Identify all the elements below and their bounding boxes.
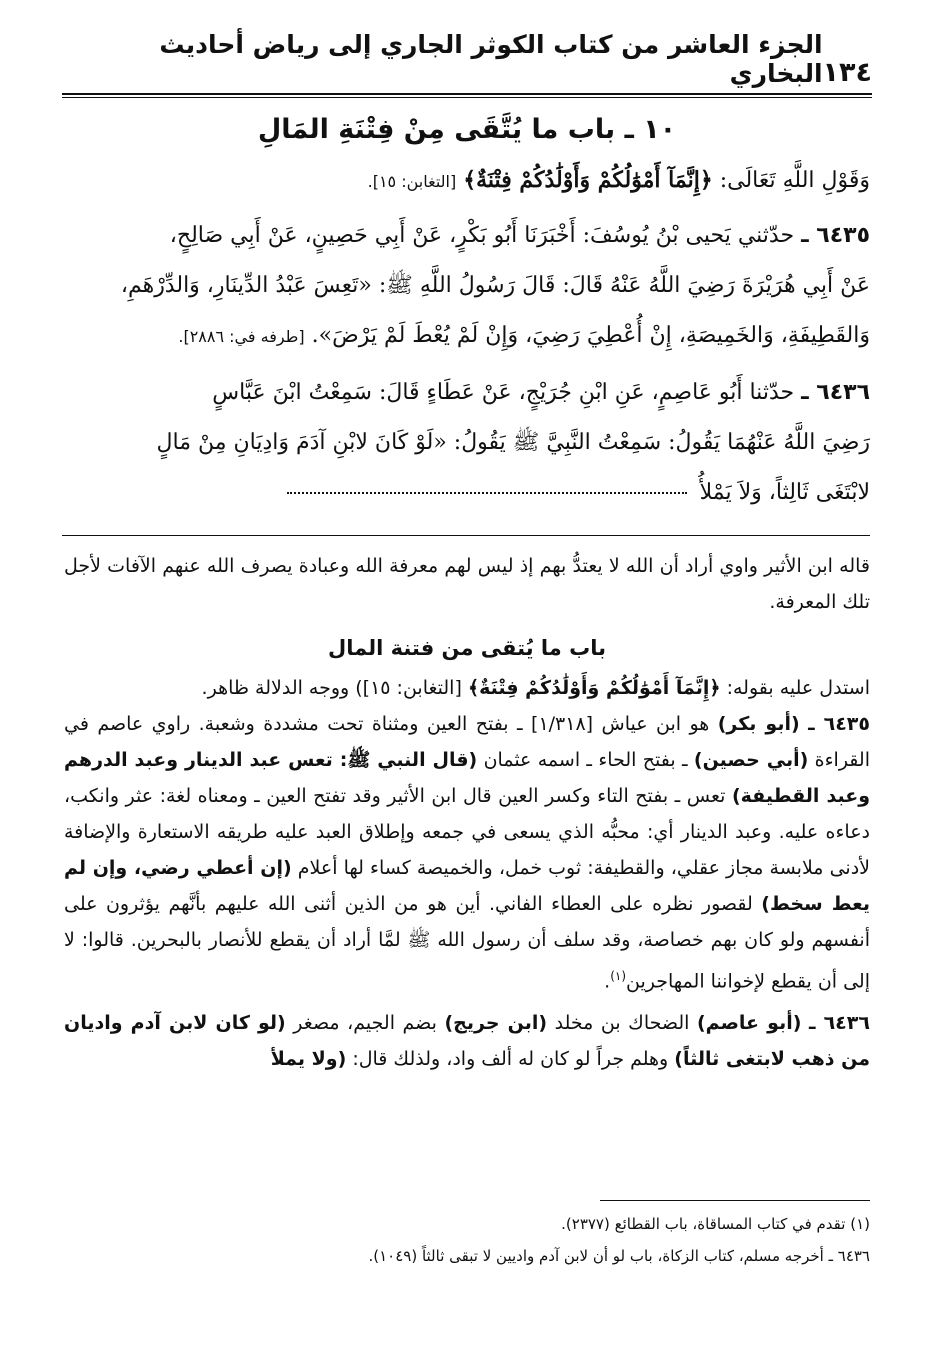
- hadith-number: ٦٤٣٥ ـ: [801, 223, 870, 248]
- hadith-text: وَالقَطِيفَةِ، وَالخَمِيصَةِ، إِنْ أُعْطِيَ رَضِيَ، وَإِنْ لَمْ يُعْطَ لَمْ يَرْضَ».: [311, 323, 870, 348]
- page-number: ١٣٤: [822, 57, 872, 88]
- hadith-text: لابْتَغَى ثَالِثاً، وَلاَ يَمْلأُ: [699, 480, 870, 505]
- commentary-text: وهلم جراً لو كان له ألف واد، ولذلك قال:: [352, 1048, 669, 1071]
- hadith-reference: [طرفه في: ٢٨٨٦].: [178, 327, 305, 346]
- verse-line: [64, 155, 870, 207]
- hadith-line: رَضِيَ اللَّهُ عَنْهُمَا يَقُولُ: سَمِعْتُ النَّبِيَّ ﷺ يَقُولُ: «لَوْ كَانَ لابْنِ آدَمَ وَادِيَانِ مِنْ مَالٍ: [156, 430, 870, 455]
- commentary-block: [64, 548, 870, 1077]
- hadith-text: حدّثنا أَبُو عَاصِمٍ، عَنِ ابْنِ جُرَيْجٍ، عَنْ عَطَاءٍ قَالَ: سَمِعْتُ ابْنَ عَبَّاسٍ: [212, 380, 795, 405]
- bold-term: (قال النبي ﷺ: تعس عبد الدينار وعبد الدرهم وعبد القطيفة): [64, 749, 871, 807]
- hadith-number: ٦٤٣٦ ـ: [808, 1012, 870, 1035]
- hadith-line: عَنْ أَبِي هُرَيْرَةَ رَضِيَ اللَّهُ عَنْهُ قَالَ: قَالَ رَسُولُ اللَّهِ ﷺ: «تَعِسَ عَبْدُ الدِّينَارِ، وَالدِّرْهَمِ،: [120, 273, 870, 298]
- hadith-text: حدّثني يَحيى بْنُ يُوسُفَ: أَخْبَرَنَا أَبُو بَكْرٍ، عَنْ أَبِي حَصِينٍ، عَنْ أَبِي صَالِحٍ،: [169, 223, 795, 248]
- section-separator: [62, 535, 870, 536]
- bold-term: (ولا يملأ: [270, 1048, 347, 1071]
- hadith-text-block: [64, 110, 870, 518]
- footnote-marker: (١): [610, 969, 627, 983]
- commentary-paragraph: [64, 1005, 870, 1077]
- bold-term: (أبو بكر): [717, 713, 800, 735]
- hadith-line: [64, 211, 870, 261]
- verse-intro: وَقَوْلِ اللَّهِ تَعَالَى:: [719, 168, 870, 193]
- running-header: [62, 30, 872, 94]
- verse-reference: [التغابن: ١٥].: [367, 172, 457, 191]
- bold-term: (إن أعطي رضي، وإن لم يعط سخط): [64, 857, 870, 915]
- commentary-text: لقصور نظره على العطاء الفاني. أين هو من الذين أثنى الله عليهم بأنَّهم يؤثرون على أنفسهم ولو كان بهم خصاصة، وقد سلف أن رسول الله ﷺ لمَّا أراد أن يقطع للأنصار بالبحرين. قالوا: لا إلى أن يقطع لإخواننا المهاجرين: [64, 893, 870, 993]
- commentary-text: بضم الجيم، مصغر: [293, 1012, 437, 1035]
- continuation-dots: [287, 492, 687, 494]
- footnote: ٦٤٣٦ ـ أخرجه مسلم، كتاب الزكاة، باب لو أن لابن آدم واديين لا تبقى ثالثاً (١٠٤٩).: [368, 1247, 870, 1265]
- footnotes: [64, 1208, 870, 1272]
- hadith-6436: [64, 368, 870, 518]
- hadith-6435: [64, 211, 870, 362]
- header-rule: [62, 93, 872, 95]
- commentary-text: تعس ـ بفتح التاء وكسر العين قال ابن الأثير وقد تفتح العين ـ ومعناه لغة: عثر وانكب، دعاءه عليه. وعبد الدينار أي: محبُّه الذي يسعى في جمعه وإطلاق العبد عليه طريقه الاستعارة والإضافة لأدنى ملابسة مجاز عقلي، والقطيفة: ثوب خمل، والخميصة كساء لها أعلام: [64, 785, 871, 879]
- bold-term: (أبو عاصم): [696, 1012, 802, 1035]
- commentary-text: الضحاك بن مخلد: [554, 1012, 690, 1035]
- commentary-text: هو ابن عياش [١/٣١٨] ـ بفتح العين ومثناة تحت مشددة وشعبة. راوي عاصم في القراءة: [64, 713, 870, 771]
- hadith-line: [64, 311, 870, 362]
- hadith-line: [64, 368, 870, 418]
- hadith-line: [64, 468, 870, 518]
- footnote: (١) تقدم في كتاب المساقاة، باب القطائع (٢٣٧٧).: [561, 1215, 870, 1233]
- quran-verse: ﴿إِنَّمَآ أَمْوَٰلُكُمْ وَأَوْلَٰدُكُمْ فِتْنَةٌ﴾: [467, 677, 721, 699]
- commentary-paragraph: [64, 670, 870, 706]
- commentary-paragraph: قاله ابن الأثير واوي أراد أن الله لا يعتدُّ بهم إذ ليس لهم معرفة الله وعبادة يصرف الله عنهم الآفات لأجل تلك المعرفة.: [64, 555, 870, 613]
- bold-term: (أبي حصين): [693, 749, 809, 771]
- bold-term: (ابن جريج): [444, 1012, 548, 1035]
- chapter-title: ١٠ ـ باب ما يُتَّقَى مِنْ فِتْنَةِ المَالِ: [257, 114, 677, 145]
- commentary-subtitle: باب ما يُتقى من فتنة المال: [328, 636, 606, 660]
- bold-term: (لو كان لابن آدم واديان من ذهب لابتغى ثالثاً): [64, 1012, 870, 1071]
- commentary-text: [التغابن: ١٥]) ووجه الدلالة ظاهر.: [201, 677, 462, 699]
- commentary-text: استدل عليه بقوله:: [726, 677, 870, 699]
- hadith-number: ٦٤٣٦ ـ: [801, 380, 870, 405]
- running-title: الجزء العاشر من كتاب الكوثر الجاري إلى رياض أحاديث البخاري: [159, 30, 823, 88]
- header-rule-thin: [62, 97, 872, 98]
- hadith-number: ٦٤٣٥ ـ: [808, 713, 870, 735]
- quran-verse: ﴿إِنَّمَآ أَمْوَٰلُكُمْ وَأَوْلَٰدُكُمْ فِتْنَةٌ﴾: [463, 167, 713, 193]
- footnote-rule: [600, 1200, 870, 1201]
- commentary-text: ـ بفتح الحاء ـ اسمه عثمان: [483, 749, 688, 771]
- commentary-paragraph: ٦٤٣٥ ـ (أبو بكر) هو ابن عياش [١/٣١٨] ـ بفتح العين ومثناة تحت مشددة وشعبة. راوي عاصم في القراءة (أبي حصين) ـ بفتح الحاء ـ اسمه عثمان (قال النبي ﷺ: تعس عبد الدينار وعبد الدرهم وعبد القطيفة) تعس ـ بفتح التاء وكسر العين قال ابن الأثير وقد تفتح العين ـ ومعناه لغة: عثر وانكب، دعاءه عليه. وعبد الدينار أي: محبُّه الذي يسعى في جمعه وإطلاق العبد عليه طريقه الاستعارة والإضافة لأدنى ملابسة مجاز عقلي، والقطيفة: ثوب خمل، والخميصة كساء لها أعلام (إن أعطي رضي، وإن لم يعط سخط) لقصور نظره على العطاء الفاني. أين هو من الذين أثنى الله عليهم بأنَّهم يؤثرون على أنفسهم ولو كان بهم خصاصة، وقد سلف أن رسول الله ﷺ لمَّا أراد أن يقطع للأنصار بالبحرين. قالوا: لا إلى أن يقطع لإخواننا المهاجرين$^{(١)}$.: [64, 713, 871, 993]
